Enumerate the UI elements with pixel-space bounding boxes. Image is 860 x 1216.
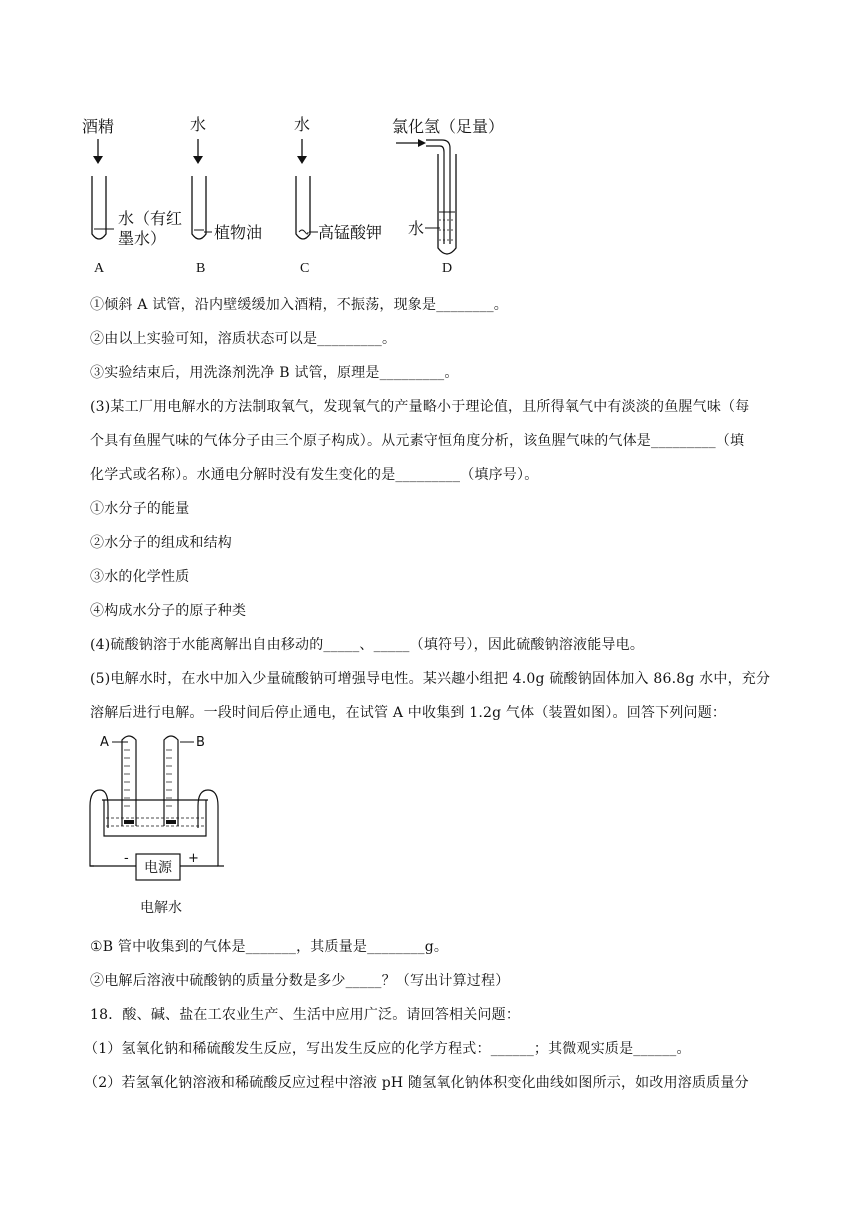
beaker [104,800,206,836]
plus-sign: + [188,851,199,866]
tube-a-side-label-1: 水（有红 [118,209,183,228]
tube-a-top-label: 酒精 [82,117,115,136]
tube-b-top-label: 水 [190,115,207,134]
power-source-label: 电源 [144,860,172,876]
tube-a [92,176,106,239]
question-line-2: ②由以上实验可知，溶质状态可以是_________。 [90,331,397,347]
question-line-3: ③实验结束后，用洗涤剂洗净 B 试管，原理是_________。 [90,365,459,381]
tube-label-b: B [196,735,205,750]
question-line-10: ①B 管中收集到的气体是_______，其质量是________g。 [90,939,449,955]
tube-d-top-label: 氯化氢（足量） [392,117,505,136]
tube-c-side-label: 高锰酸钾 [318,223,383,242]
tube-label-a: A [100,735,109,750]
tube-d-side-label: 水 [408,219,425,238]
option-line-4: ④构成水分子的原子种类 [90,603,247,619]
question-line-8: (5)电解水时，在水中加入少量硫酸钠可增强导电性。某兴趣小组把 4.0g 硫酸钠固体加入 86.8g 水中，充分 [90,671,771,687]
question-line-11: ②电解后溶液中硫酸钠的质量分数是多少_____？（写出计算过程） [90,973,510,989]
option-line-2: ②水分子的组成和结构 [90,535,232,551]
tube-a-letter: A [94,261,105,276]
question-18-part-2: （2）若氢氧化钠溶液和稀硫酸反应过程中溶液 pH 随氢氧化钠体积变化曲线如图所示，如改用溶质质量分 [84,1075,749,1091]
tube-d [438,154,456,254]
question-line-5: 个具有鱼腥气味的气体分子由三个原子构成）。从元素守恒角度分析，该鱼腥气味的气体是_________（填 [90,433,745,449]
tube-c-top-label: 水 [294,115,311,134]
electrolysis-figure [84,728,234,923]
figure-caption: 电解水 [140,900,182,916]
question-line-7: (4)硫酸钠溶于水能离解出自由移动的_____、_____（填符号），因此硫酸钠溶液能导电。 [90,637,645,653]
question-line-1: ①倾斜 A 试管，沿内壁缓缓加入酒精，不振荡，现象是________。 [90,297,509,313]
tube-d-letter: D [442,261,453,276]
question-18-part-1: （1）氢氧化钠和稀硫酸发生反应，写出发生反应的化学方程式：______；其微观实质是______。 [84,1041,691,1057]
question-line-4: (3)某工厂用电解水的方法制取氧气，发现氧气的产量略小于理论值，且所得氧气中有淡淡的鱼腥气味（每 [90,399,750,415]
tube-c-letter: C [300,261,310,276]
option-line-3: ③水的化学性质 [90,569,190,585]
minus-sign: - [124,851,129,866]
question-line-9: 溶解后进行电解。一段时间后停止通电，在试管 A 中收集到 1.2g 气体（装置如图）。回答下列问题： [90,705,727,721]
question-18-title: 18．酸、碱、盐在工农业生产、生活中应用广泛。请回答相关问题： [90,1007,521,1023]
test-tube-figure [78,112,518,282]
tube-b-side-label: 植物油 [214,223,263,242]
option-line-1: ①水分子的能量 [90,501,190,517]
tube-b-electrolysis [164,736,178,826]
tube-c [296,176,310,239]
tube-b-letter: B [196,261,206,276]
tube-a-side-label-2: 墨水） [118,229,167,248]
question-line-6: 化学式或名称）。水通电分解时没有发生变化的是_________（填序号）。 [90,467,539,483]
tube-a-electrolysis [122,736,136,826]
